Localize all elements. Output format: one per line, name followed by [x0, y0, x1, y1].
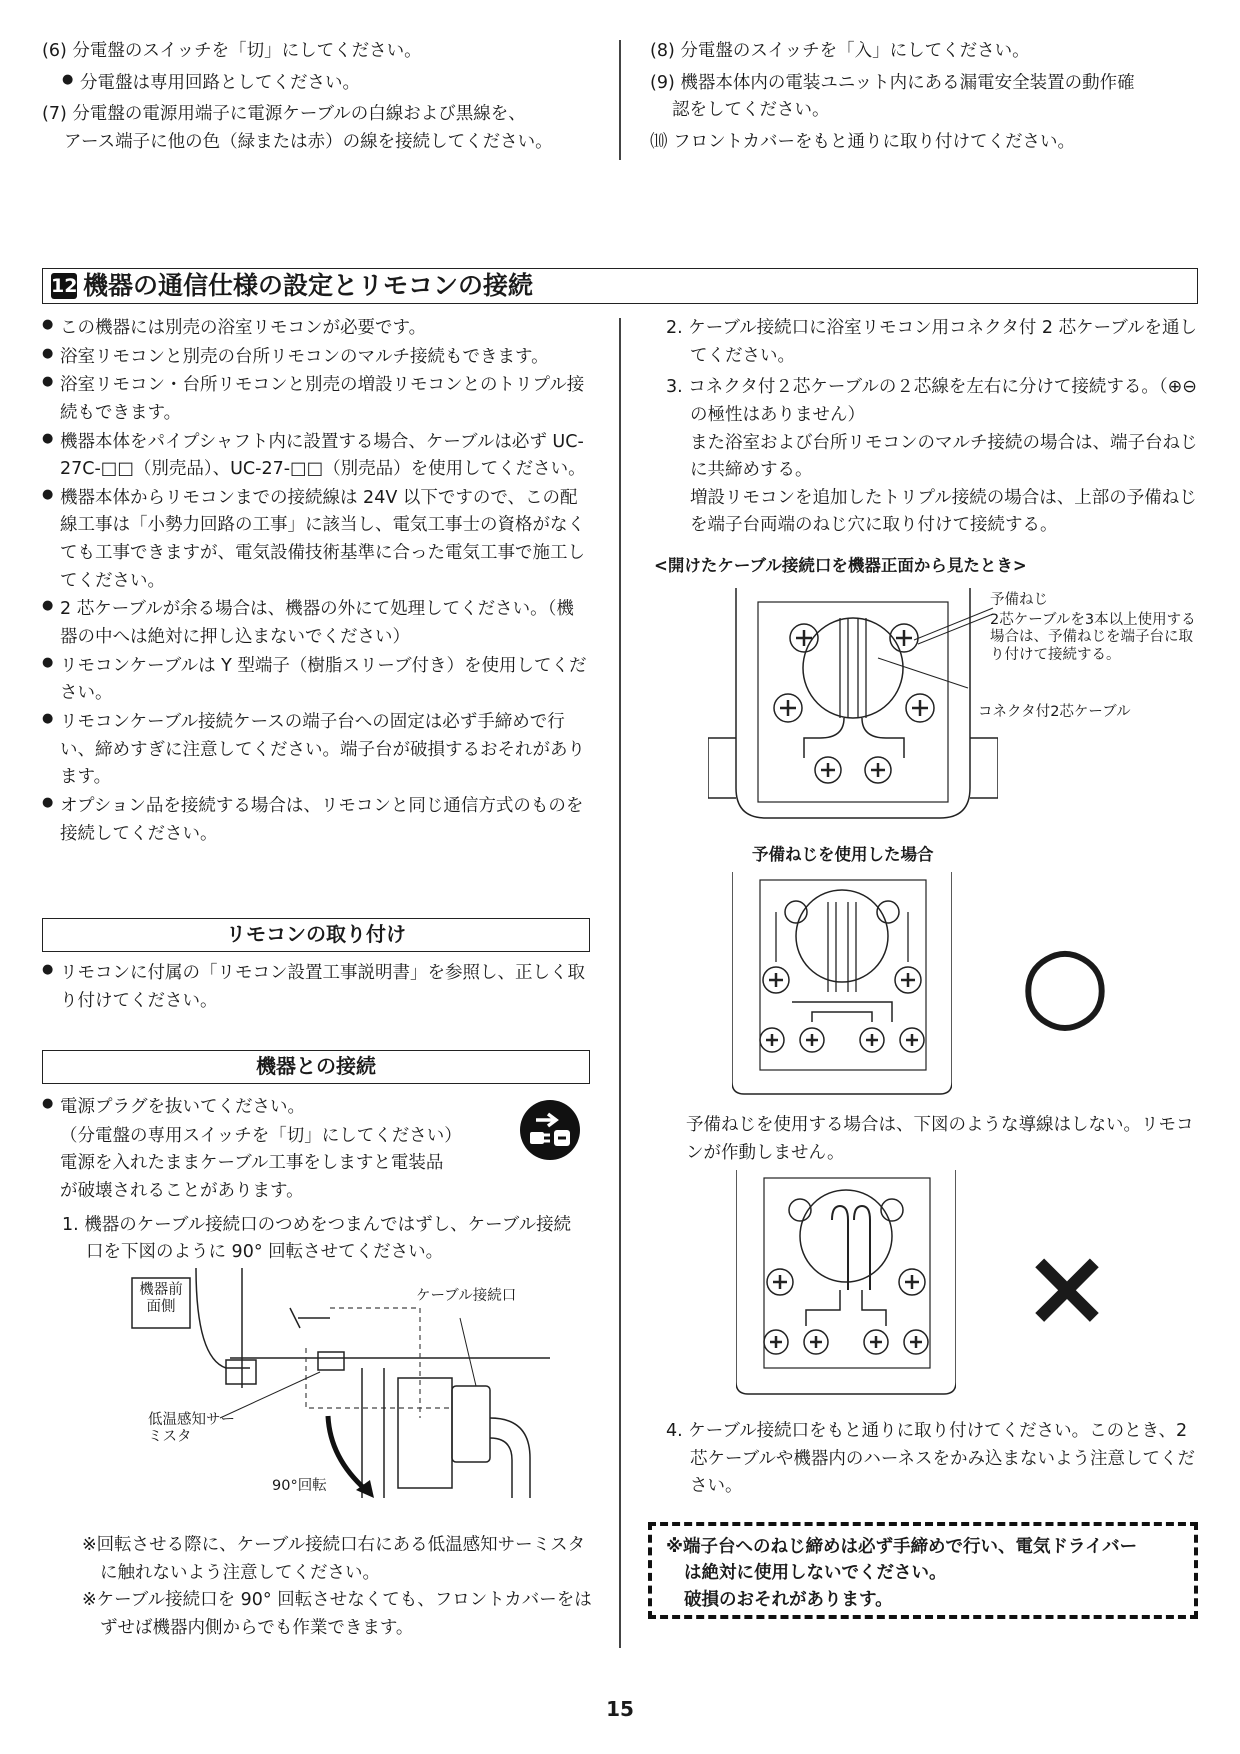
- terminal-block-diagram: [708, 588, 998, 824]
- warning-line2: は絶対に使用しないでください。: [684, 1563, 947, 1584]
- section-title: [42, 268, 1198, 304]
- step-3-line2: また浴室および台所リモコンのマルチ接続の場合は、端子台ねじに共締めする。: [690, 432, 1198, 481]
- spare-screw-note: 2芯ケーブルを3本以上使用する場合は、予備ねじを端子台に取り付けて接続する。: [990, 612, 1196, 663]
- bullet-item: ● リモコンケーブルは Y 型端子（樹脂スリーブ付き）を使用してください。: [42, 653, 590, 708]
- caption-spare-used: 予備ねじを使用した場合: [752, 845, 934, 864]
- unplug-line2: （分電盤の専用スイッチを「切」にしてください）: [60, 1125, 462, 1146]
- step-6-note: ● 分電盤は専用回路としてください。: [42, 70, 590, 98]
- bullet-item: ● 浴室リモコン・台所リモコンと別売の増設リモコンとのトリプル接続もできます。: [42, 372, 590, 427]
- step-10: ⑽ フロントカバーをもと通りに取り付けてください。: [650, 131, 1076, 152]
- step-7-line1: (7) 分電盤の電源用端子に電源ケーブルの白線および黒線を、: [42, 104, 526, 125]
- note-2: ※ケーブル接続口を 90° 回転させなくても、フロントカバーをはずせば機器内側からでも作業できます。: [82, 1590, 592, 1638]
- warning-line1: ※端子台へのねじ締めは必ず手締めで行い、電気ドライバー: [666, 1537, 1138, 1557]
- remote-install-body: [42, 960, 590, 1016]
- ng-description: 予備ねじを使用する場合は、下図のような導線はしない。リモコンが作動しません。: [686, 1115, 1194, 1163]
- bullet-item: ● この機器には別売の浴室リモコンが必要です。: [42, 315, 590, 343]
- bullet-item: ● 2 芯ケーブルが余る場合は、機器の外にて処理してください。（機器の中へは絶対に押し込まないでください）: [42, 596, 590, 651]
- warning-box: [648, 1522, 1198, 1619]
- ng-mark: ×: [1021, 1225, 1113, 1350]
- device-connect-heading: 機器との接続: [42, 1050, 590, 1084]
- unplug-line4: が破壊されることがあります。: [60, 1180, 304, 1201]
- note-1: ※回転させる際に、ケーブル接続口右にある低温感知サーミスタに触れないよう注意してください。: [82, 1535, 586, 1583]
- step-2: 2. ケーブル接続口に浴室リモコン用コネクタ付 2 芯ケーブルを通してください。: [666, 318, 1198, 366]
- cable-port-label: ケーブル接続口: [416, 1288, 517, 1304]
- rotate-label: 90°回転: [272, 1478, 327, 1494]
- terminal-ok-diagram: [732, 872, 952, 1098]
- step-3-line3: 増設リモコンを追加したトリプル接続の場合は、上部の予備ねじを端子台両端のねじ穴に取り付けて接続する。: [690, 487, 1197, 536]
- unplug-bullet: ● 電源プラグを抜いてください。: [42, 1094, 590, 1122]
- step-9-line1: (9) 機器本体内の電装ユニット内にある漏電安全装置の動作確: [650, 72, 1135, 93]
- unplug-icon: [518, 1098, 582, 1162]
- spare-screw-label: 予備ねじ: [990, 592, 1048, 608]
- notes-block: [82, 1532, 592, 1643]
- page-number: 15: [606, 1697, 634, 1721]
- section-title-text: 機器の通信仕様の設定とリモコンの接続: [83, 271, 534, 300]
- step-1: 1. 機器のケーブル接続口のつめをつまんではずし、ケーブル接続口を下図のように 90° 回転させてください。: [62, 1214, 572, 1263]
- unplug-line3: 電源を入れたままケーブル工事をしますと電装品: [60, 1153, 444, 1174]
- terminal-ng-diagram: [736, 1170, 956, 1398]
- main-divider: [619, 318, 621, 1648]
- thermistor-label: 低温感知サーミスタ: [148, 1412, 235, 1446]
- remote-install-heading: リモコンの取り付け: [42, 918, 590, 952]
- section-number: 12: [51, 275, 78, 297]
- step-4: 4. ケーブル接続口をもと通りに取り付けてください。このとき、2 芯ケーブルや機器内のハーネスをかみ込まないよう注意してください。: [666, 1421, 1196, 1497]
- top-left-block: [42, 38, 590, 157]
- bullet-item: ● 機器本体をパイプシャフト内に設置する場合、ケーブルは必ず UC-27C-□□（別売品）、UC-27-□□（別売品）を使用してください。: [42, 429, 590, 484]
- ok-mark: ○: [1019, 921, 1111, 1043]
- top-right-block: [650, 38, 1200, 157]
- step-6: (6) 分電盤のスイッチを「切」にしてください。: [42, 41, 422, 61]
- right-steps: [666, 315, 1198, 540]
- bullet-item: ● リモコンケーブル接続ケースの端子台への固定は必ず手締めで行い、締めすぎに注意してください。端子台が破損するおそれがあります。: [42, 709, 590, 792]
- step-3-line1: 3. コネクタ付２芯ケーブルの２芯線を左右に分けて接続する。（⊕⊖の極性はありません）: [666, 377, 1197, 425]
- device-connect-body: [42, 1094, 590, 1267]
- bullet-item: ● 浴室リモコンと別売の台所リモコンのマルチ接続もできます。: [42, 344, 590, 372]
- front-side-label: 機器前面側: [139, 1282, 183, 1316]
- step-7-line2: アース端子に他の色（緑または赤）の線を接続してください。: [64, 131, 553, 152]
- left-bullet-list: [42, 315, 590, 849]
- step-8: (8) 分電盤のスイッチを「入」にしてください。: [650, 41, 1030, 61]
- caption-front-view: <開けたケーブル接続口を機器正面から見たとき>: [654, 556, 1027, 575]
- bullet-item: ● オプション品を接続する場合は、リモコンと同じ通信方式のものを接続してください。: [42, 793, 590, 848]
- step-4-block: [666, 1418, 1198, 1501]
- remote-install-text: ● リモコンに付属の「リモコン設置工事説明書」を参照し、正しく取り付けてください。: [42, 960, 590, 1015]
- connector-cable-label: コネクタ付2芯ケーブル: [978, 704, 1131, 720]
- bullet-item: ● 機器本体からリモコンまでの接続線は 24V 以下ですので、この配線工事は「小勢力回路の工事」に該当し、電気工事士の資格がなくても工事できますが、電気設備技術基準に合った電気工事で施工してください。: [42, 485, 590, 596]
- top-divider: [619, 40, 621, 160]
- step-9-line2: 認をしてください。: [672, 100, 830, 121]
- warning-line3: 破損のおそれがあります。: [684, 1589, 893, 1610]
